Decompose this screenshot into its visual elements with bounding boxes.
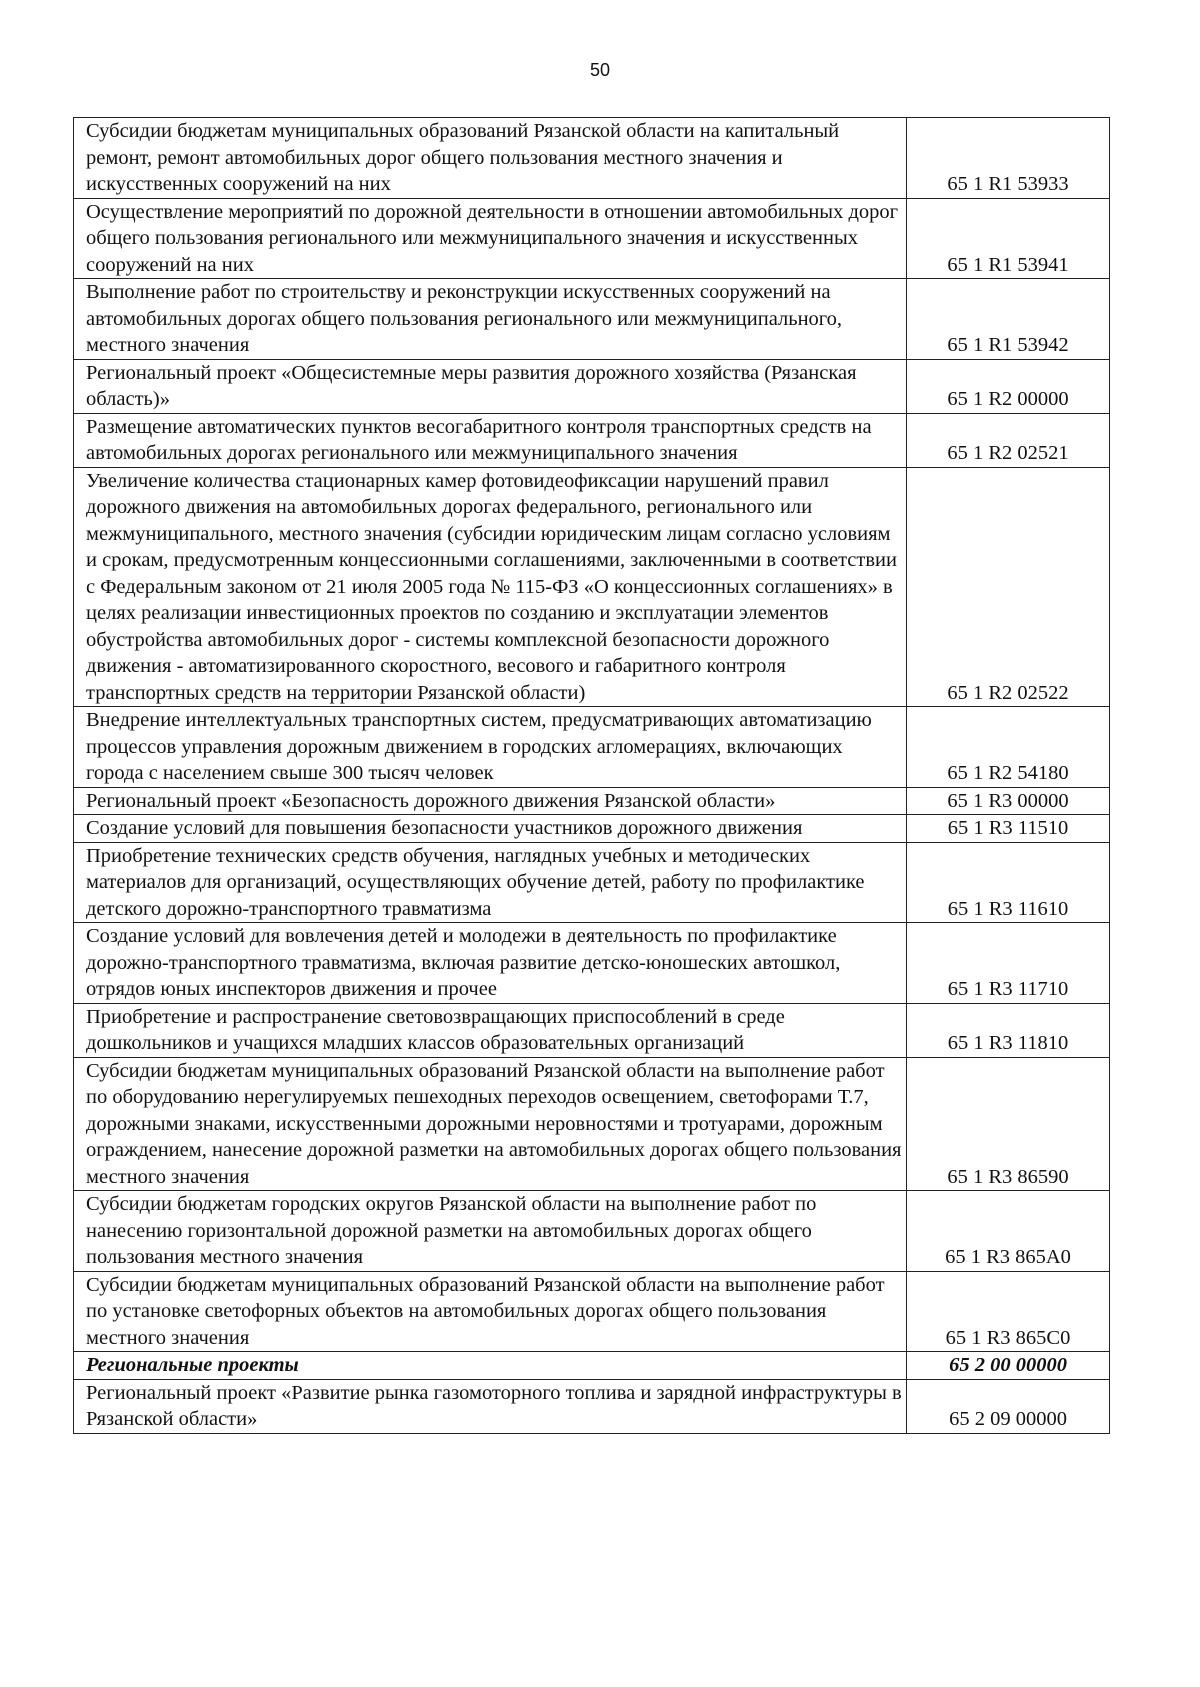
row-name: Внедрение интеллектуальных транспортных систем, предусматривающих автоматизацию процессов управления дорожным движением в городских агломерациях, включающих города с населением свыше 300 тысяч человек (74, 707, 907, 788)
row-code: 65 1 R3 11510 (907, 815, 1110, 843)
section-header-name: Региональные проекты (74, 1352, 907, 1380)
row-name: Создание условий для вовлечения детей и молодежи в деятельность по профилактике дорожно-транспортного травматизма, включая развитие детско-юношеских автошкол, отрядов юных инспекторов движения и прочее (74, 923, 907, 1004)
table-row (74, 1271, 1110, 1352)
row-code: 65 1 R2 54180 (907, 707, 1110, 788)
row-code: 65 1 R2 00000 (907, 359, 1110, 413)
row-name: Приобретение и распространение световозвращающих приспособлений в среде дошкольников и учащихся младших классов образовательных организаций (74, 1003, 907, 1057)
row-name: Региональный проект «Безопасность дорожного движения Рязанской области» (74, 787, 907, 815)
row-name: Субсидии бюджетам муниципальных образований Рязанской области на выполнение работ по установке светофорных объектов на автомобильных дорогах общего пользования местного значения (74, 1271, 907, 1352)
page-number: 50 (589, 60, 611, 80)
row-name: Субсидии бюджетам муниципальных образований Рязанской области на выполнение работ по оборудованию нерегулируемых пешеходных переходов освещением, светофорами Т.7, дорожными знаками, искусственными дорожными неровностями и тротуарами, дорожным ограждением, нанесение дорожной разметки на автомобильных дорогах общего пользования местного значения (74, 1057, 907, 1191)
table-row (74, 1191, 1110, 1272)
row-name: Выполнение работ по строительству и реконструкции искусственных сооружений на автомобильных дорогах общего пользования регионального или межмуниципального, местного значения (74, 279, 907, 360)
section-header-row (74, 1352, 1110, 1380)
row-name: Региональный проект «Общесистемные меры развития дорожного хозяйства (Рязанская область)» (74, 359, 907, 413)
table-row (74, 923, 1110, 1004)
row-name: Осуществление мероприятий по дорожной деятельности в отношении автомобильных дорог общего пользования регионального или межмуниципального значения и искусственных сооружений на них (74, 198, 907, 279)
row-name: Размещение автоматических пунктов весогабаритного контроля транспортных средств на автомобильных дорогах регионального или межмуниципального значения (74, 413, 907, 467)
row-name: Региональный проект «Развитие рынка газомоторного топлива и зарядной инфраструктуры в Рязанской области» (74, 1379, 907, 1433)
row-code: 65 1 R3 00000 (907, 787, 1110, 815)
row-name: Субсидии бюджетам муниципальных образований Рязанской области на капитальный ремонт, ремонт автомобильных дорог общего пользования местного значения и искусственных сооружений на них (74, 118, 907, 199)
row-code: 65 1 R1 53941 (907, 198, 1110, 279)
row-code: 65 1 R1 53942 (907, 279, 1110, 360)
row-name: Создание условий для повышения безопасности участников дорожного движения (74, 815, 907, 843)
table-row (74, 842, 1110, 923)
table-row (74, 1057, 1110, 1191)
row-code: 65 1 R2 02521 (907, 413, 1110, 467)
row-code: 65 1 R3 86590 (907, 1057, 1110, 1191)
table-row (74, 1379, 1110, 1433)
row-code: 65 1 R3 11710 (907, 923, 1110, 1004)
table-row (74, 787, 1110, 815)
table-row (74, 467, 1110, 707)
row-code: 65 1 R2 02522 (907, 467, 1110, 707)
table-row (74, 198, 1110, 279)
table-row (74, 815, 1110, 843)
table-row (74, 707, 1110, 788)
row-code: 65 1 R3 11810 (907, 1003, 1110, 1057)
budget-classification-table (73, 117, 1110, 1434)
row-code: 65 1 R3 865A0 (907, 1191, 1110, 1272)
row-code: 65 1 R1 53933 (907, 118, 1110, 199)
row-code: 65 2 09 00000 (907, 1379, 1110, 1433)
table-row (74, 118, 1110, 199)
section-header-code: 65 2 00 00000 (907, 1352, 1110, 1380)
row-code: 65 1 R3 865C0 (907, 1271, 1110, 1352)
table-row (74, 279, 1110, 360)
table-row (74, 1003, 1110, 1057)
row-code: 65 1 R3 11610 (907, 842, 1110, 923)
row-name: Субсидии бюджетам городских округов Рязанской области на выполнение работ по нанесению горизонтальной дорожной разметки на автомобильных дорогах общего пользования местного значения (74, 1191, 907, 1272)
table-row (74, 413, 1110, 467)
table-row (74, 359, 1110, 413)
row-name: Приобретение технических средств обучения, наглядных учебных и методических материалов для организаций, осуществляющих обучение детей, работу по профилактике детского дорожно-транспортного травматизма (74, 842, 907, 923)
row-name: Увеличение количества стационарных камер фотовидеофиксации нарушений правил дорожного движения на автомобильных дорогах федерального, регионального или межмуниципального, местного значения (субсидии юридическим лицам согласно условиям и срокам, предусмотренным концессионными соглашениями, заключенными в соответствии с Федеральным законом от 21 июля 2005 года № 115-ФЗ «О концессионных соглашениях» в целях реализации инвестиционных проектов по созданию и эксплуатации элементов обустройства автомобильных дорог - системы комплексной безопасности дорожного движения - автоматизированного скоростного, весового и габаритного контроля транспортных средств на территории Рязанской области) (74, 467, 907, 707)
